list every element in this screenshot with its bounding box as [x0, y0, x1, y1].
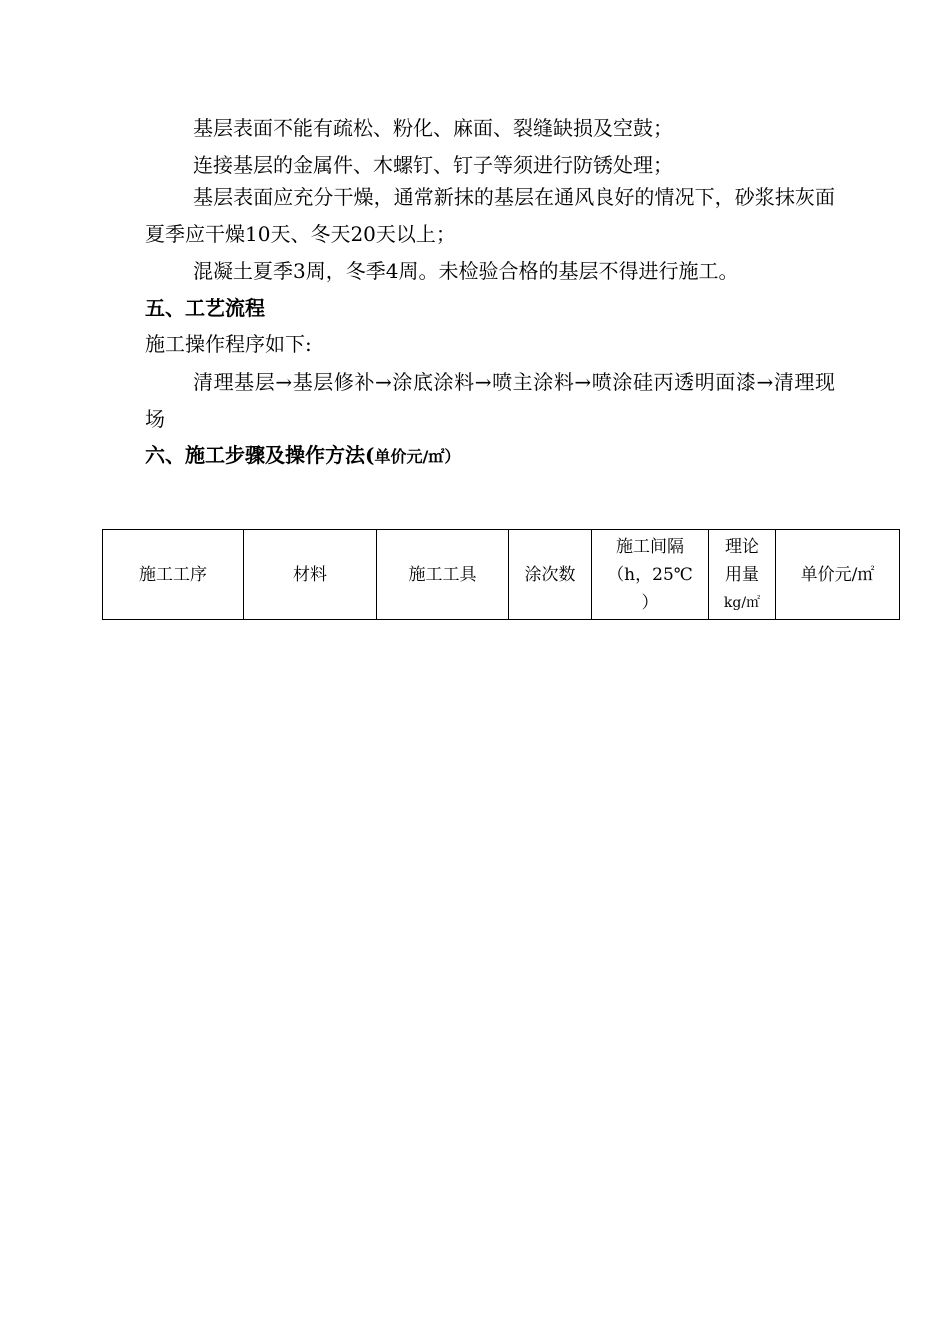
header-usage-line3: kg/㎡	[723, 594, 761, 611]
paragraph-base-surface: 基层表面不能有疏松、粉化、麻面、裂缝缺损及空鼓；	[193, 116, 673, 140]
header-process: 施工工序	[103, 530, 244, 620]
paragraph-concrete: 混凝土夏季3周，冬季4周。未检验合格的基层不得进行施工。	[193, 259, 739, 283]
header-tools: 施工工具	[377, 530, 509, 620]
section-5-flow: 清理基层→基层修补→涂底涂料→喷主涂料→喷涂硅丙透明面漆→清理现场	[145, 370, 835, 431]
section-5-intro: 施工操作程序如下:	[145, 332, 312, 356]
section-6-heading-main: 六、施工步骤及操作方法(	[145, 443, 375, 467]
header-price: 单价元/㎡	[776, 530, 900, 620]
header-interval-line3: ）	[641, 592, 659, 613]
section-5-heading: 五、工艺流程	[145, 296, 265, 320]
process-table	[102, 529, 900, 620]
header-interval	[592, 530, 709, 620]
header-interval-line1: 施工间隔	[616, 536, 684, 557]
section-6-heading-unit: 单价元/㎡）	[374, 447, 461, 466]
header-interval-line2: （h，25℃	[607, 564, 693, 585]
table-header-row	[103, 530, 900, 620]
header-coats: 涂次数	[509, 530, 592, 620]
header-usage-line2: 用量	[725, 564, 759, 585]
header-usage	[709, 530, 776, 620]
section-6-heading	[145, 437, 460, 475]
header-usage-line1: 理论	[725, 536, 759, 557]
paragraph-drying: 基层表面应充分干燥，通常新抹的基层在通风良好的情况下，砂浆抹灰面夏季应干燥10天、冬天20天以上；	[145, 185, 835, 246]
header-material: 材料	[244, 530, 377, 620]
paragraph-metal-parts: 连接基层的金属件、木螺钉、钉子等须进行防锈处理；	[193, 153, 673, 177]
